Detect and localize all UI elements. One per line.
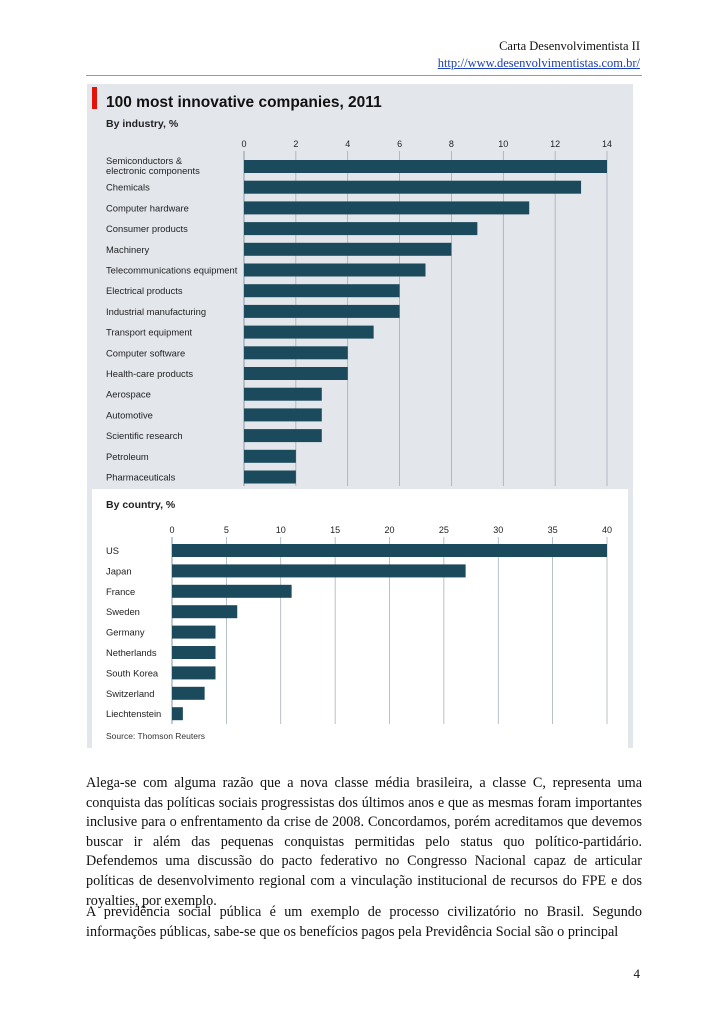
category-label: Germany: [106, 626, 145, 638]
tick-label: 40: [601, 525, 613, 535]
country-bar: [172, 687, 205, 700]
industry-bar: [244, 181, 581, 194]
source-note: Source: Thomson Reuters: [106, 731, 206, 741]
category-label: Petroleum: [106, 450, 149, 462]
country-bar: [172, 707, 183, 720]
category-label: Health-care products: [106, 368, 194, 379]
industry-bar: [244, 346, 348, 359]
industry-bar: [244, 450, 296, 463]
category-label: Telecommunications equipment: [106, 264, 238, 276]
country-bar: [172, 605, 237, 618]
industry-bar: [244, 326, 374, 339]
industry-subtitle: By industry, %: [106, 118, 179, 130]
tick-label: 30: [493, 525, 504, 535]
industry-bar: [244, 264, 426, 277]
tick-label: 20: [384, 525, 395, 535]
category-label: Transport equipment: [106, 326, 193, 338]
category-label: Automotive: [106, 409, 153, 421]
category-label: Electrical products: [106, 285, 183, 297]
category-label: Computer hardware: [106, 202, 189, 214]
category-label: Machinery: [106, 243, 150, 255]
industry-bar: [244, 471, 296, 484]
industry-bar: [244, 388, 322, 401]
chart-title: 100 most innovative companies, 2011: [106, 94, 382, 111]
tick-label: 10: [498, 139, 509, 149]
header-title: Carta Desenvolvimentista II: [499, 39, 640, 53]
tick-label: 14: [601, 139, 613, 149]
category-label: Consumer products: [106, 223, 188, 235]
header-divider: [86, 75, 642, 76]
country-bar: [172, 585, 292, 598]
industry-bar: [244, 408, 322, 421]
country-bar: [172, 544, 607, 557]
page-number: 4: [633, 966, 640, 981]
country-subtitle: By country, %: [106, 499, 176, 511]
category-label: Scientific research: [106, 430, 183, 442]
tick-label: 10: [275, 525, 286, 535]
header-url-link[interactable]: http://www.desenvolvimentistas.com.br/: [437, 56, 640, 70]
country-bar: [172, 646, 216, 659]
category-label: US: [106, 545, 120, 556]
bar-charts: [87, 84, 633, 748]
accent-mark: [92, 87, 97, 109]
country-bar: [172, 666, 216, 679]
category-label: Sweden: [106, 606, 140, 618]
tick-label: 0: [241, 139, 247, 149]
tick-label: 25: [438, 525, 449, 535]
tick-label: 4: [345, 139, 351, 149]
paragraph-1: Alega-se com alguma razão que a nova classe média brasileira, a classe C, representa uma conquista das políticas sociais progressistas dos últimos anos e que as mesmas foram importantes inclusive para o enfrentamento da crise de 2008. Concordamos, porém acreditamos que devemos buscar ir além das pequenas conquistas permitidas pelo status quo político-partidário. Defendemos uma discussão do pacto federativo no Congresso Nacional capaz de articular políticas de desenvolvimento regional com a vinculação institucional de recursos do FPE e dos royalties, por exemplo.: [86, 775, 642, 909]
category-label: Liechtenstein: [106, 708, 162, 720]
category-label: South Korea: [106, 667, 159, 679]
country-bar: [172, 626, 216, 639]
industry-bar: [244, 222, 477, 235]
category-label: Switzerland: [106, 687, 155, 699]
tick-label: 15: [330, 525, 341, 535]
category-label: Computer software: [106, 347, 186, 359]
category-label: Industrial manufacturing: [106, 305, 207, 317]
tick-label: 35: [547, 525, 558, 535]
industry-chart: [106, 139, 612, 486]
category-label: Aerospace: [106, 388, 151, 400]
tick-label: 5: [223, 525, 229, 535]
category-label: Japan: [106, 565, 132, 577]
chart-figure: [87, 84, 633, 748]
page-header: [438, 38, 640, 72]
country-bar: [172, 564, 466, 577]
industry-bar: [244, 243, 451, 256]
industry-bar: [244, 305, 400, 318]
tick-label: 0: [169, 525, 175, 535]
category-label: France: [106, 585, 136, 597]
category-label: Chemicals: [106, 181, 150, 193]
tick-label: 12: [550, 139, 561, 149]
tick-label: 6: [397, 139, 403, 149]
paragraph-2: A previdência social pública é um exemplo de processo civilizatório no Brasil. Segundo informações públicas, sabe-se que os benefícios pagos pela Previdência Social são o principal: [86, 904, 642, 940]
tick-label: 8: [448, 139, 454, 149]
industry-bar: [244, 284, 400, 297]
category-label: Netherlands: [106, 647, 157, 658]
industry-bar: [244, 367, 348, 380]
industry-bar: [244, 429, 322, 442]
category-label: Semiconductors & electronic components: [106, 155, 200, 176]
industry-bar: [244, 160, 607, 173]
category-label: Pharmaceuticals: [106, 471, 176, 483]
tick-label: 2: [293, 139, 299, 149]
industry-bar: [244, 201, 529, 214]
